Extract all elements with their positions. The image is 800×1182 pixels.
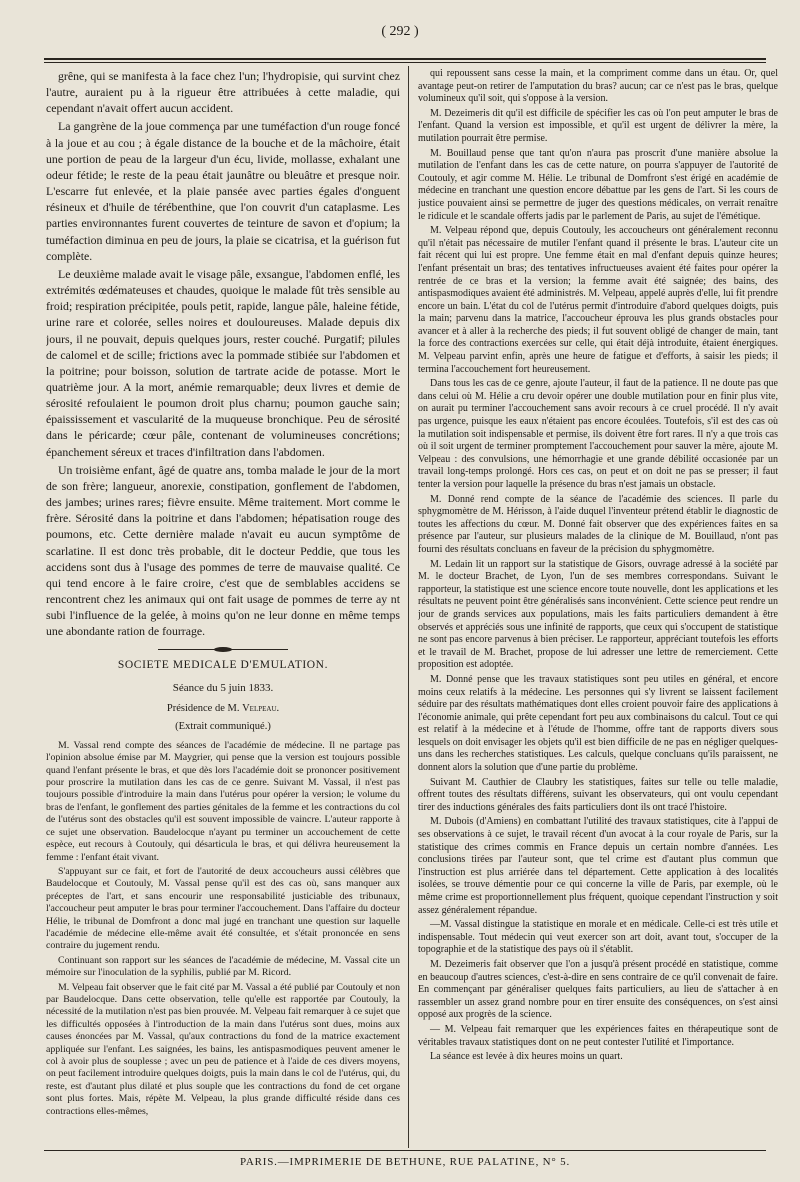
paragraph: qui repoussent sans cesse la main, et la compriment comme dans un étau. Or, quel avantage peut-on retirer de l'amputation du bras? aucun; car ce n'est pas le bras, quelque volumineux qu'il soit, qui s'oppose à la version. (418, 68, 778, 105)
paragraph: Continuant son rapport sur les séances de l'académie de médecine, M. Vassal cite un mémoire sur l'inoculation de la syphilis, publié par M. Ricord. (46, 954, 400, 979)
extract-note: (Extrait communiqué.) (175, 721, 271, 733)
printer-footer: PARIS.—IMPRIMERIE DE BETHUNE, RUE PALATINE, N° 5. (44, 1150, 766, 1168)
paragraph: M. Vassal rend compte des séances de l'académie de médecine. Il ne partage pas l'opinion absolue émise par M. Maygrier, qui pense que la version est toujours possible quand l'enfant présente le bras, et que dès lors l'académie doit se prononcer positivement pour proscrire la mutilation dans les cas de ce genre. Suivant M. Vassal, il n'est pas toujours possible d'introduire la main dans l'utérus pour opérer la version; le volume du bras de l'enfant, le gonflement des parties génitales de la femme et les contractions du col de l'utérus sont des obstacles qu'il est souvent impossible de vaincre. L'auteur rapporte à ce sujet une observation. Baudelocque n'ayant pu terminer un accouchement de cette espèce, eut recours à Coutouly, qui désarticula le bras, et qui délivra heureusement la femme : l'enfant était vivant. (46, 739, 400, 863)
paragraph: Le deuxième malade avait le visage pâle, exsangue, l'abdomen enflé, les extrémités œdémateuses et chaudes, quoique le malade fût très sensible au froid; respiration précipitée, pouls petit, rapide, langue pâle, haleine fétide, urine rare et colorée, selles noires et douloureuses. Malade depuis dix jours, il ne pouvait, depuis quelques jours, rester couché. Purgatif; pilules de calomel et de scille; frictions avec la pommade stibiée sur l'abdomen et la poitrine; pour boisson, solution de tartrate acide de potasse. Mort le quatrième jour. A la mort, anémie remarquable; deux livres et demie de sérosité refoulaient le poumon droit plus charnu; poumon gauche sain; épaississement et vascularité de la muqueuse bronchique. Peu de sérosité dans le péricarde; cœur pâle, contenant de volumineuses concrétions; épanchement séreux et traces d'infiltration dans l'abdomen. (46, 266, 400, 459)
presidency-line (46, 703, 400, 716)
paragraph: grêne, qui se manifesta à la face chez l'un; l'hydropisie, qui survint chez l'autre, auraient pu à la rigueur être attribuées à cette maladie, qui cependant n'avait offert aucun accident. (46, 69, 400, 116)
presidency-prefix: Présidence de M. (166, 702, 243, 714)
paragraph: — M. Velpeau fait remarquer que les expériences faites en thérapeutique sont de véritables travaux statistiques dont on ne peut contester l'utilité et l'importance. (418, 1023, 778, 1048)
paragraph: La séance est levée à dix heures moins un quart. (430, 1051, 623, 1063)
section-divider (158, 647, 288, 653)
paragraph: La gangrène de la joue commença par une tuméfaction d'un rouge foncé à la joue et au cou ; à égale distance de la bouche et de la mâchoire, était une portion de peau de la largeur d'un écu, livide, mollasse, exhalant une odeur fétide; le reste de la peau était jaunâtre ou bleuâtre et presque noir. L'escarre fut enlevée, et la plaie pansée avec parties égales d'onguent résineux et d'huile de térébenthine, que l'on couvrit d'un cataplasme. Les parties environnantes furent couvertes de teinture de savon et d'opium; la tuméfaction diminua en peu de jours, la plaie se cicatrisa, et la guérison fut complète. (46, 119, 400, 263)
paragraph: Suivant M. Cauthier de Claubry les statistiques, faites sur telle ou telle maladie, offrent toutes des résultats différens, suivant les observateurs, qui ont voulu cependant tirer des inductions générales des faits particuliers dont ils ont tracé l'histoire. (418, 776, 778, 813)
paragraph: M. Velpeau répond que, depuis Coutouly, les accoucheurs ont généralement reconnu qu'il n'était pas nécessaire de mutiler l'enfant quand il présente le bras. L'auteur cite un fait récent qui lui est propre. Une femme était en mal d'enfant depuis quinze heures; l'enfant présentait un bras; des tentatives infructueuses avaient été faites pour opérer la rentrée de ce bras et la version; la femme avait été saignée; des bains, des antispasmodiques avaient été administrés. M. Velpeau, appelé auprès d'elle, lui fit prendre encore un bain. L'état du col de l'utérus permit d'introduire d'abord quelques doigts, puis la main; parvenu dans la matrice, l'accoucheur éprouva les plus grands obstacles pour avancer et à aller à la recherche des pieds; il fut souvent obligé de changer de main, tant la force des contractions exercées sur celle, qui était déjà introduite, étaient énergiques. M. Velpeau parvint enfin, après une heure de fatigue et d'efforts, à saisir les pieds; il termina l'accouchement fort heureusement. (418, 225, 778, 375)
paragraph: M. Donné rend compte de la séance de l'académie des sciences. Il parle du sphygmomètre de M. Hérisson, à l'aide duquel l'inventeur prétend établir le diagnostic de toutes les affections du cœur. M. Donné fait observer que des expériences faites en sa présence par l'auteur, sur plusieurs malades de la clinique de M. Bouillaud, n'ont pas fourni des résultats concluans en faveur de la précision du sphygmomètre. (418, 493, 778, 555)
column-divider (408, 66, 409, 1148)
paragraph: —M. Vassal distingue la statistique en morale et en médicale. Celle-ci est très utile et indispensable. Tout médecin qui veut exercer son art doit, avant tout, s'occuper de la topographie et de la statistique des pays où il s'établit. (418, 919, 778, 956)
left-column (46, 68, 400, 1148)
paragraph: Un troisième enfant, âgé de quatre ans, tomba malade le jour de la mort de son frère; langueur, anorexie, constipation, gonflement de l'abdomen, des jambes; urines rares; fièvre ensuite. Même traitement. Mort comme le frère. Sérosité dans la poitrine et dans l'abdomen; hépatisation rouge des poumons, etc. Cette dernière malade n'avait eu aucun symptôme de scarlatine. Il est donc très probable, dit le docteur Peddie, que tous les accidens sont dus à l'usage des pommes de terre de mauvaise qualité. Ce qui tend encore à le faire croire, c'est que de semblables accidens se rencontrent chez les animaux qui ont fait usage de pommes de terre ay nt subi l'influence de la gelée, à moins qu'on ne leur donne en même temps une abondante ration de fourrage. (46, 462, 400, 639)
paragraph: M. Dezeimeris fait observer que l'on a jusqu'à présent procédé en statistique, comme en beaucoup d'autres sciences, c'est-à-dire en sens contraire de ce qu'il convenait de faire. En commençant par généraliser quelques faits particuliers, au lieu de s'attacher à en rassembler un assez grand nombre pour en tirer ensuite des conséquences, on s'est ainsi opposé aux progrès de la science. (418, 958, 778, 1021)
paragraph: M. Dubois (d'Amiens) en combattant l'utilité des travaux statistiques, cite à l'appui de ses observations à ce sujet, le travail récent d'un avocat à la cour royale de Paris, sur la statistique des crimes commis en France depuis un certain nombre d'années. Les conclusions tirées par l'auteur sont, que tel crime est d'autant plus commun que l'instruction est plus arriérée dans tel département. Cette application à des localités isolées, se trouve démentie pour ce qui concerne la ville de Paris, par exemple, où le même crime est proportionnellement plus fréquent, quoique cependant l'instruction y soit assez généralement répandue. (418, 816, 778, 916)
session-date: Séance du 5 juin 1833. (172, 682, 274, 695)
paragraph: M. Ledain lit un rapport sur la statistique de Gisors, ouvrage adressé à la société par M. le docteur Brachet, de Lyon, l'un de ses membres correspondans. Suivant le rapporteur, la statistique est une science encore toute nouvelle, dont les applications et les résultats ne peuvent point être généralisés sans inconvénient. Cette science peut rendre un jour de grands services aux populations, mais les faits particuliers demandent à être observés et appréciés sous une infinité de rapports, que ceux qui s'occupent de statistique ne sont pas encore parvenus à bien préciser. Le rapporteur, appréciant toutefois les efforts et le travail de M. Brachet, propose de lui adresser une lettre de remerciement. Cette proposition est adoptée. (418, 558, 778, 671)
paragraph: Dans tous les cas de ce genre, ajoute l'auteur, il faut de la patience. Il ne doute pas que dans celui où M. Hélie a cru devoir opérer une double mutilation pour en finir plus vite, on aurait pu terminer l'accouchement sans avoir recours à ce cruel procédé. Il n'y avait pas urgence, puisque les eaux n'étaient pas encore écoulées. Toutefois, s'il est des cas où la mutilation soit indispensable et permise, ils doivent être fort rares. Il n'y a que trois cas où il soit urgent de terminer promptement l'accouchement pour sauver la mère, ajoute M. Velpeau : des convulsions, une hémorrhagie et une grande débilité occasionée par un travail long-temps prolongé. Hors ces cas, on peut et on doit ne pas se presser; il faut tenter la version pour laquelle la présence du bras n'est jamais un obstacle. (418, 378, 778, 490)
section-title: SOCIETE MEDICALE D'EMULATION. (117, 659, 329, 672)
paragraph: M. Velpeau fait observer que le fait cité par M. Vassal a été publié par Coutouly et non par Baudelocque. Dans cette observation, telle qu'elle est rapportée par Coutouly, la nécessité de la mutilation n'est pas bien prouvée. M. Velpeau fait remarquer à ce sujet que les difficultés opposées à l'introduction de la main dans l'utérus sont dues, moins aux causes énoncées par M. Vassal, qu'aux contractions du fond de la matrice exactement appliquée sur l'enfant. Les saignées, les bains, les antispasmodiques peuvent amener le col à avoir plus de souplesse ; avec un peu de patience et à l'aide de ces divers moyens, on peut facilement introduire quelques doigts, puis la main dans le col de l'utérus, qui, du reste, est d'autant plus dilaté et plus souple que les contractions du fond de cet organe sont plus fortes. Mais, répète M. Velpeau, la plus grande difficulté réside dans ces contractions elles-mêmes, (46, 981, 400, 1117)
right-column (418, 68, 778, 1148)
page-number: ( 292 ) (381, 24, 419, 39)
paragraph: M. Dezeimeris dit qu'il est difficile de spécifier les cas où l'on peut amputer le bras de l'enfant. Quand la version est impossible, et qu'il est urgent de délivrer la mère, la mutilation pourrait être permise. (418, 107, 778, 144)
president-name: Velpeau. (242, 702, 280, 714)
paragraph: S'appuyant sur ce fait, et fort de l'autorité de deux accoucheurs aussi célèbres que Baudelocque et Coutouly, M. Vassal pense qu'il est des cas où, sans manquer aux préceptes de l'art, et sans encourir une responsabilité justiciable des tribunaux, l'accoucheur peut amputer le bras pour terminer l'accouchement. Dans l'affaire du docteur Hélie, le tribunal de Domfront a donc mal jugé en tranchant une question sur laquelle l'académie de médecine elle-même avait été consultée, et s'était prononcée en sens contraire du jugement rendu. (46, 865, 400, 952)
paragraph: M. Bouillaud pense que tant qu'on n'aura pas proscrit d'une manière absolue la mutilation de l'enfant dans les cas de cette nature, on pourra s'appuyer de l'autorité de Coutouly, et agir comme M. Hélie. Le tribunal de Domfront s'est érigé en académie de médecine en tranchant une question encore débattue par les gens de l'art. Si les cours de justice pouvaient ainsi se permettre de juger des questions médicales, on verrait renaître le ridicule et le scandale offerts jadis par le parlement de Paris, au sujet de l'émétique. (418, 147, 778, 222)
header-rule (44, 58, 766, 63)
paragraph: M. Donné pense que les travaux statistiques sont peu utiles en général, et encore moins ceux relatifs à la médecine. Les personnes qui s'y livrent se laissent facilement séduire par des résultats mathématiques dont elles croient pouvoir faire des applications à l'économie animale, qui prête cependant fort peu aux combinaisons du calcul. Tout ce qui est relatif à la médecine et à l'étude de l'homme, offre tant de rapports divers sous lesquels on doit envisager les objets qu'il est bien difficile de ne pas en négliger quelques-uns dans les recherches statistiques. Les calculs, quelque concluans qu'ils paraissent, ne donnent alors la solution que d'une partie du problème. (418, 673, 778, 774)
